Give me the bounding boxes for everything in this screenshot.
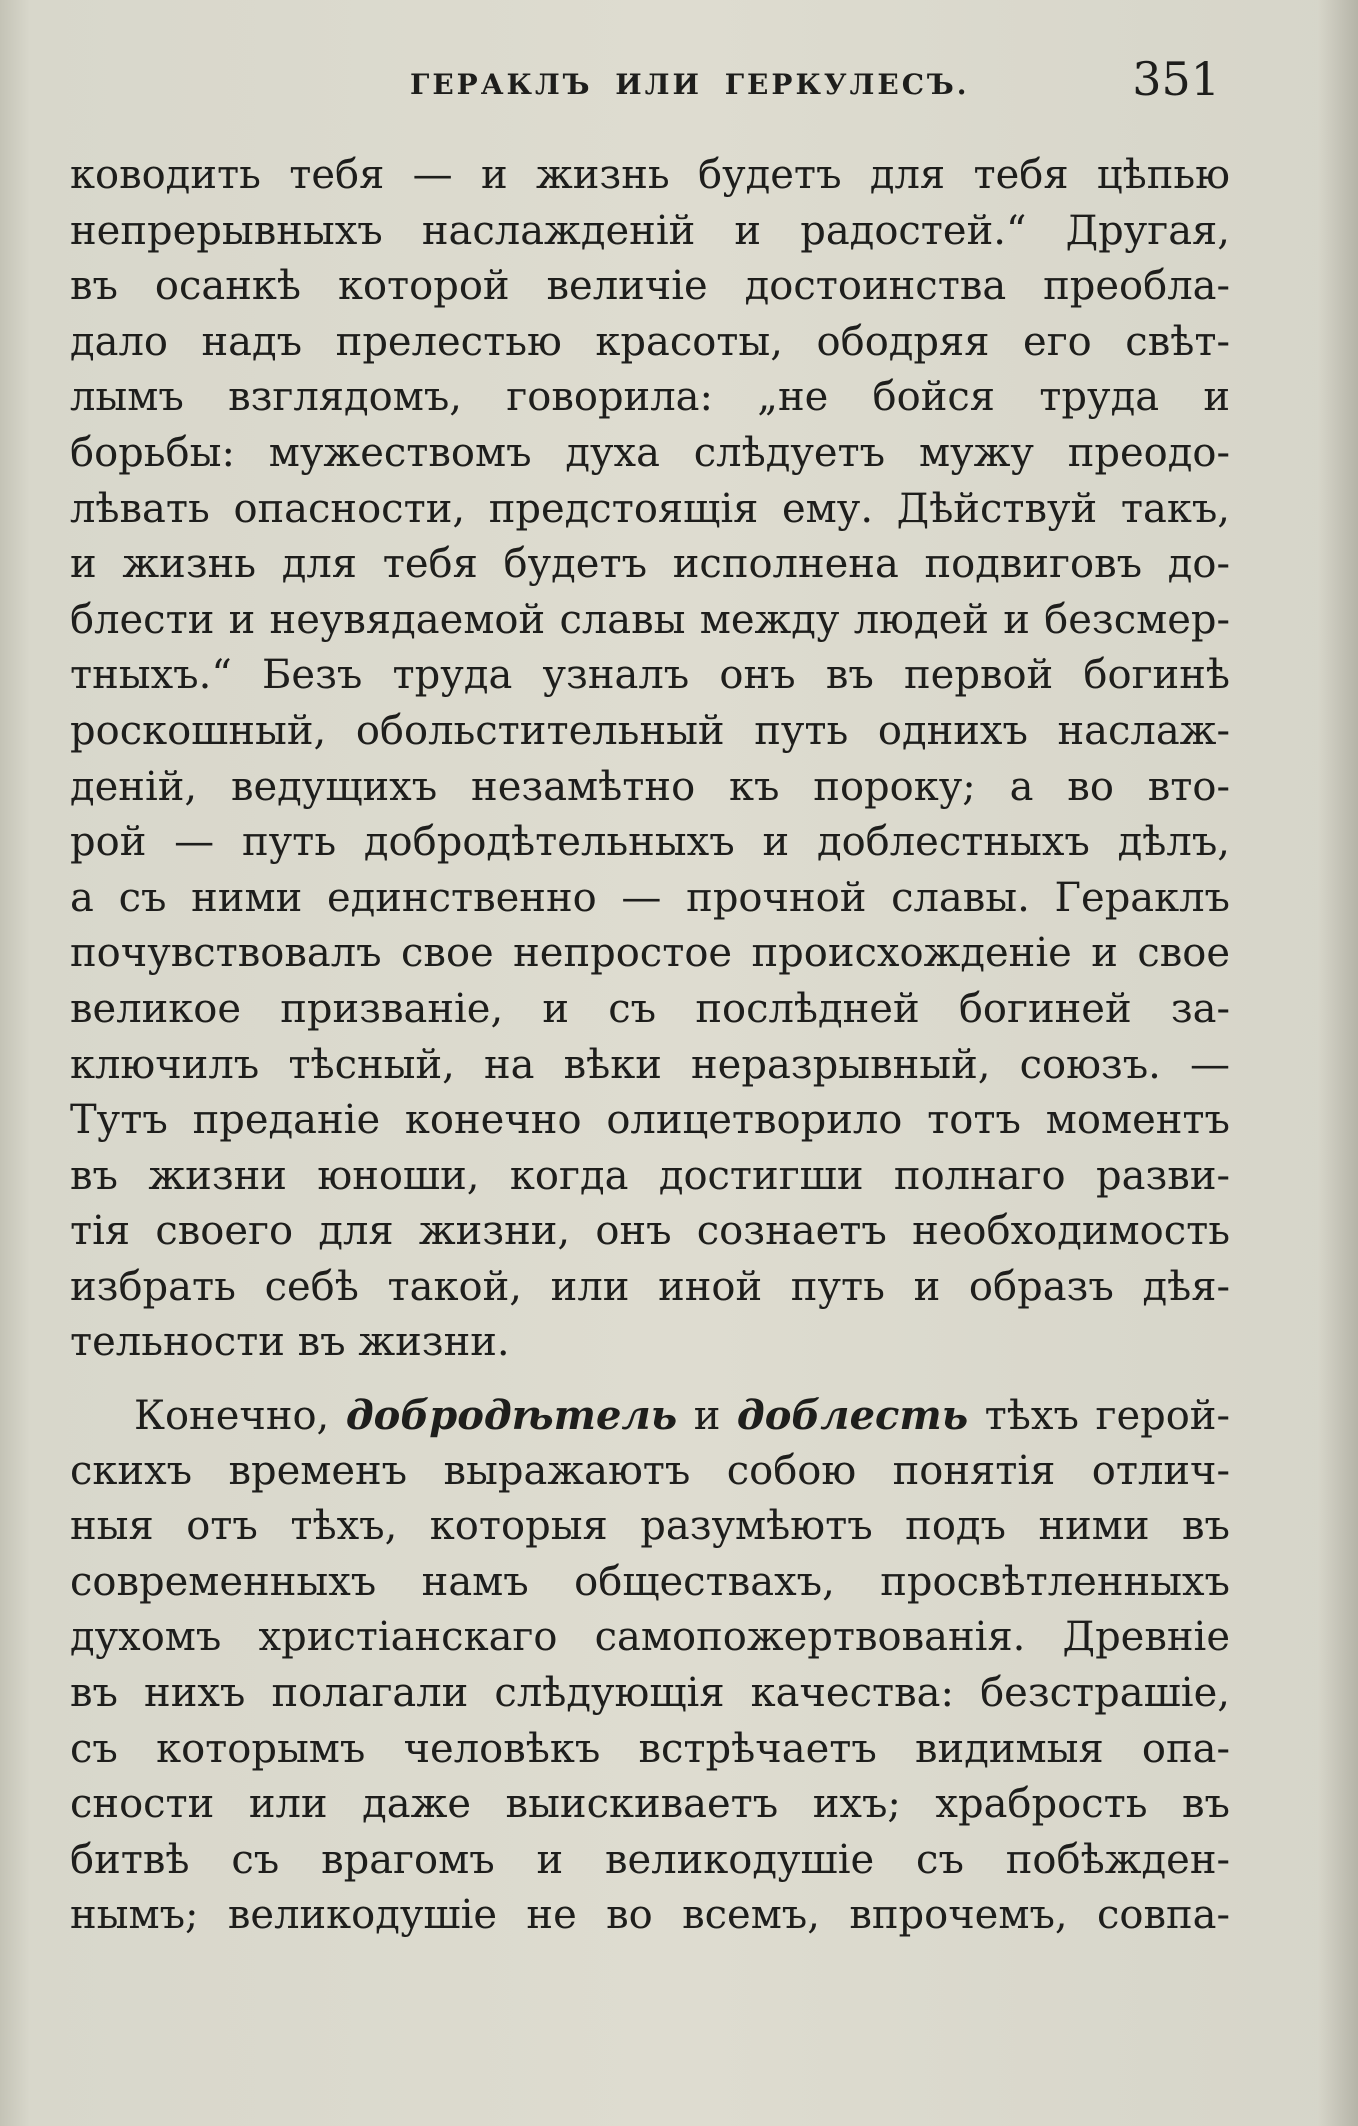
text-run: тѣхъ герой- bbox=[968, 1393, 1230, 1440]
text-line: рой — путь добродѣтельныхъ и доблестныхъ дѣлъ, bbox=[70, 819, 1230, 866]
text-line: битвѣ съ врагомъ и великодушіе съ побѣжден- bbox=[70, 1836, 1230, 1883]
paragraph-2 bbox=[70, 1388, 1230, 1944]
text-line: нымъ; великодушіе не во всемъ, впрочемъ, совпа- bbox=[70, 1892, 1230, 1939]
running-head-title: ГЕРАКЛЪ ИЛИ ГЕРКУЛЕСЪ. bbox=[410, 68, 970, 101]
text-line: деній, ведущихъ незамѣтно къ пороку; а во вто- bbox=[70, 763, 1230, 810]
page-number: 351 bbox=[1132, 52, 1220, 106]
text-line: ныя отъ тѣхъ, которыя разумѣютъ подъ ними въ bbox=[70, 1503, 1230, 1550]
text-line: Тутъ преданіе конечно олицетворило тотъ моментъ bbox=[70, 1097, 1230, 1144]
text-line: почувствовалъ свое непростое происхожденіе и свое bbox=[70, 930, 1230, 977]
text-line: въ осанкѣ которой величіе достоинства преобла- bbox=[70, 263, 1230, 310]
text-line: духомъ христіанскаго самопожертвованія. Древніе bbox=[70, 1614, 1230, 1661]
text-line: и жизнь для тебя будетъ исполнена подвиговъ до- bbox=[70, 541, 1230, 588]
text-line: великое призваніе, и съ послѣдней богиней за- bbox=[70, 985, 1230, 1032]
text-line: скихъ временъ выражаютъ собою понятія отлич- bbox=[70, 1447, 1230, 1494]
text-line: въ нихъ полагали слѣдующія качества: безстрашіе, bbox=[70, 1670, 1230, 1717]
body-text bbox=[70, 148, 1230, 1944]
paragraph-gap bbox=[70, 1371, 1230, 1388]
text-line: избрать себѣ такой, или иной путь и образъ дѣя- bbox=[70, 1263, 1230, 1310]
text-line: тныхъ.“ Безъ труда узналъ онъ въ первой богинѣ bbox=[70, 652, 1230, 699]
text-line: лымъ взглядомъ, говорила: „не бойся труда и bbox=[70, 374, 1230, 421]
text-line: борьбы: мужествомъ духа слѣдуетъ мужу преодо- bbox=[70, 429, 1230, 476]
text-line: блести и неувядаемой славы между людей и безсмер- bbox=[70, 596, 1230, 643]
paragraph-1 bbox=[70, 148, 1230, 1371]
text-line: непрерывныхъ наслажденій и радостей.“ Другая, bbox=[70, 207, 1230, 254]
emphasis-valor: доблесть bbox=[736, 1392, 969, 1440]
page-edge-shadow bbox=[1318, 0, 1358, 2126]
text-line: ключилъ тѣсный, на вѣки неразрывный, союзъ. — bbox=[70, 1041, 1230, 1088]
text-line: съ которымъ человѣкъ встрѣчаетъ видимыя опа- bbox=[70, 1725, 1230, 1772]
text-line: дало надъ прелестью красоты, ободряя его свѣт- bbox=[70, 318, 1230, 365]
text-line: тія своего для жизни, онъ сознаетъ необходимость bbox=[70, 1208, 1230, 1255]
text-line: тельности въ жизни. bbox=[70, 1319, 510, 1366]
text-line: лѣвать опасности, предстоящія ему. Дѣйствуй такъ, bbox=[70, 485, 1230, 532]
emphasis-virtue: добродѣтель bbox=[345, 1392, 678, 1440]
text-line: сности или даже выискиваетъ ихъ; храбрость въ bbox=[70, 1781, 1230, 1828]
text-run: и bbox=[677, 1393, 737, 1440]
text-line bbox=[70, 1388, 1230, 1444]
text-line: ководить тебя — и жизнь будетъ для тебя цѣпью bbox=[70, 152, 1230, 198]
text-run: Конечно, bbox=[134, 1393, 346, 1440]
text-line: въ жизни юноши, когда достигши полнаго разви- bbox=[70, 1152, 1230, 1199]
running-head bbox=[70, 40, 1220, 110]
text-line: современныхъ намъ обществахъ, просвѣтленныхъ bbox=[70, 1558, 1230, 1605]
text-line: роскошный, обольстительный путь однихъ наслаж- bbox=[70, 707, 1230, 754]
text-line: а съ ними единственно — прочной славы. Гераклъ bbox=[70, 874, 1230, 921]
